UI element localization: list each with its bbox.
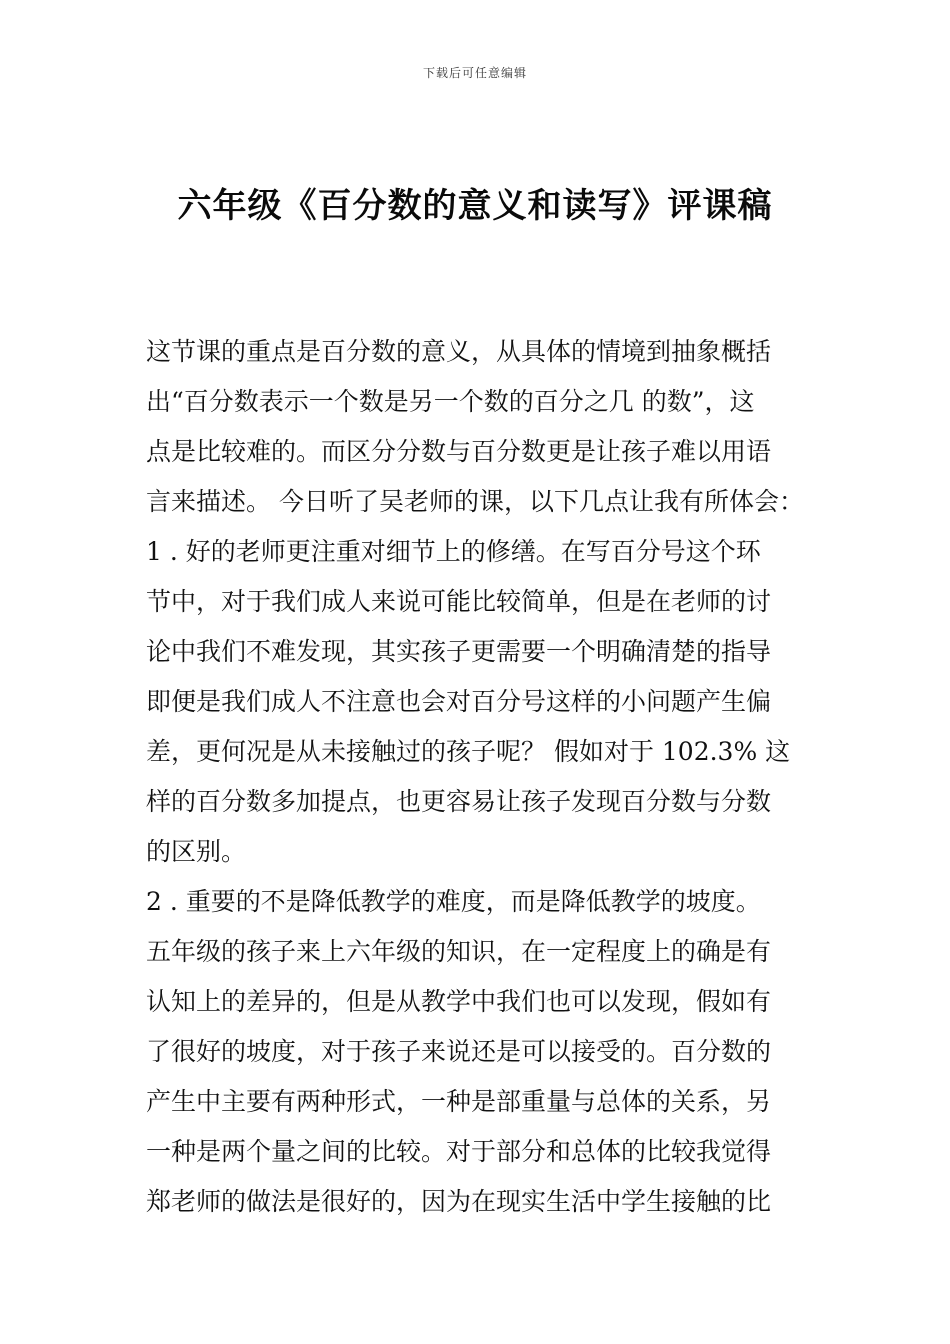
text-line: 差，更何况是从未接触过的孩子呢？ 假如对于 102.3% 这	[146, 737, 791, 766]
text-line: 点是比较难的。而区分分数与百分数更是让孩子难以用语	[146, 437, 772, 466]
text-line: 认知上的差异的，但是从教学中我们也可以发现，假如有	[146, 987, 772, 1016]
text-line: 样的百分数多加提点，也更容易让孩子发现百分数与分数	[146, 787, 772, 816]
text-line: 一种是两个量之间的比较。对于部分和总体的比较我觉得	[146, 1137, 772, 1166]
text-line: 节中，对于我们成人来说可能比较简单，但是在老师的讨	[146, 587, 772, 616]
text-line: 言来描述。 今日听了吴老师的课，以下几点让我有所体会：	[146, 487, 804, 516]
text-line: 这节课的重点是百分数的意义，从具体的情境到抽象概括	[146, 337, 772, 366]
text-line: 的区别。	[146, 837, 247, 866]
text-line: 了很好的坡度，对于孩子来说还是可以接受的。百分数的	[146, 1037, 772, 1066]
text-line: 2 . 重要的不是降低教学的难度，而是降低教学的坡度。	[146, 887, 761, 916]
body-text	[146, 327, 808, 1227]
text-line: 1 . 好的老师更注重对细节上的修缮。在写百分号这个环	[146, 537, 761, 566]
text-line: 产生中主要有两种形式，一种是部重量与总体的关系，另	[146, 1087, 772, 1116]
text-line: 出“百分数表示一个数是另一个数的百分之几 的数”，这	[146, 387, 755, 416]
document-title: 六年级《百分数的意义和读写》评课稿	[177, 186, 773, 226]
header-note: 下载后可任意编辑	[422, 66, 527, 80]
text-line: 五年级的孩子来上六年级的知识，在一定程度上的确是有	[146, 937, 772, 966]
text-line: 郑老师的做法是很好的，因为在现实生活中学生接触的比	[146, 1187, 772, 1216]
text-line: 论中我们不难发现，其实孩子更需要一个明确清楚的指导	[146, 637, 772, 666]
text-line: 即便是我们成人不注意也会对百分号这样的小问题产生偏	[146, 687, 772, 716]
